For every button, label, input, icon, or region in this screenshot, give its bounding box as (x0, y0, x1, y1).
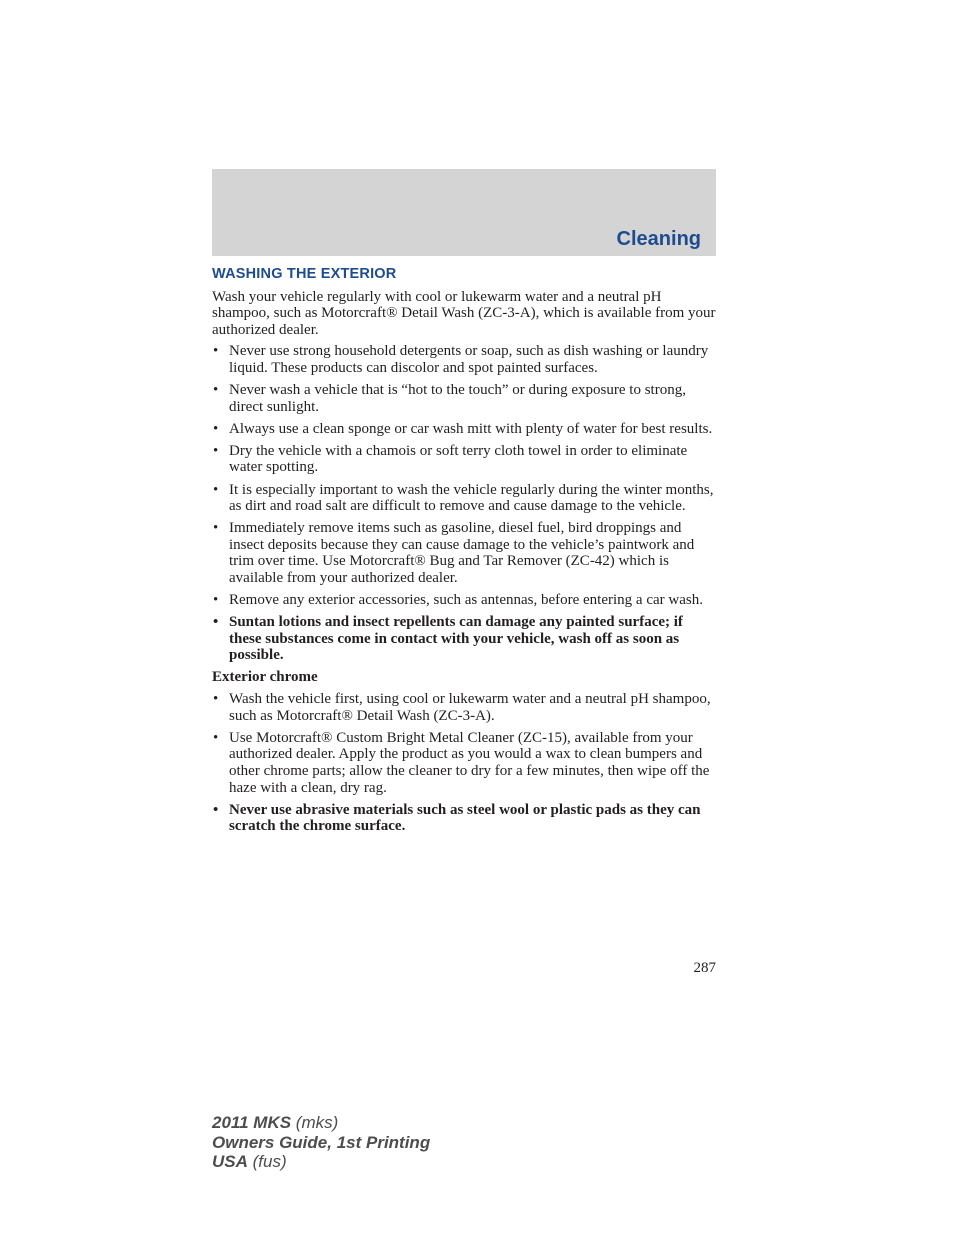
list-item (212, 691, 716, 724)
list-item (212, 421, 716, 438)
bullet-icon: • (213, 614, 219, 631)
warning-text: Suntan lotions and insect repellents can damage any painted surface; if these substances come in contact with your vehicle, wash off as soon as possible. (229, 614, 683, 664)
list-item-text: Wash the vehicle first, using cool or lukewarm water and a neutral pH shampoo, such as Motorcraft® Detail Wash (ZC-3-A). (229, 691, 711, 724)
bullet-icon: • (213, 481, 219, 498)
warning-text: Never use abrasive materials such as steel wool or plastic pads as they can scratch the chrome surface. (229, 801, 701, 835)
chrome-bullet-list (212, 691, 716, 835)
list-item-text: Immediately remove items such as gasoline, diesel fuel, bird droppings and insect deposits because they can cause damage to the vehicle’s paintwork and trim over time. Use Motorcraft® Bug and Tar Remover (ZC-42) which is available from your authorized dealer. (229, 520, 695, 586)
washing-bullet-list (212, 343, 716, 664)
footer-model-code: (mks) (291, 1113, 339, 1132)
footer-line-model (212, 1113, 430, 1133)
list-item-text: It is especially important to wash the vehicle regularly during the winter months, as dirt and road salt are difficult to remove and cause damage to the vehicle. (229, 481, 714, 515)
bullet-icon: • (213, 801, 219, 818)
bullet-icon: • (213, 691, 219, 708)
list-item (212, 343, 716, 376)
list-item (212, 382, 716, 415)
list-item (212, 520, 716, 586)
list-item-text: Dry the vehicle with a chamois or soft terry cloth towel in order to eliminate water spotting. (229, 442, 688, 476)
footer-line-edition (212, 1133, 430, 1153)
list-item (212, 482, 716, 515)
warning-list-item (212, 802, 716, 835)
list-item-text: Remove any exterior accessories, such as antennas, before entering a car wash. (229, 592, 703, 609)
bullet-icon: • (213, 520, 219, 537)
section-header-band (212, 169, 716, 256)
bullet-icon: • (213, 592, 219, 609)
chrome-subheading: Exterior chrome (212, 669, 318, 686)
list-item-text: Never wash a vehicle that is “hot to the touch” or during exposure to strong, direct sunlight. (229, 382, 686, 415)
list-item (212, 592, 716, 609)
bullet-icon: • (213, 729, 219, 746)
bullet-icon: • (213, 382, 219, 399)
list-item-text: Never use strong household detergents or soap, such as dish washing or laundry liquid. These products can discolor and spot painted surfaces. (229, 343, 709, 376)
warning-list-item (212, 614, 716, 664)
section-title: Cleaning (616, 228, 701, 250)
footer-region-code: (fus) (247, 1152, 287, 1171)
bullet-icon: • (213, 343, 219, 360)
footer-line-region (212, 1152, 430, 1172)
list-item-text: Always use a clean sponge or car wash mitt with plenty of water for best results. (229, 420, 713, 437)
intro-paragraph: Wash your vehicle regularly with cool or lukewarm water and a neutral pH shampoo, such as Motorcraft® Detail Wash (ZC-3-A), which is available from your authorized dealer. (212, 288, 716, 338)
bullet-icon: • (213, 420, 219, 437)
list-item (212, 730, 716, 796)
page-content (212, 266, 716, 840)
list-item-text: Use Motorcraft® Custom Bright Metal Cleaner (ZC-15), available from your authorized dealer. Apply the product as you would a wax to clean bumpers and other chrome parts; allow the cleaner to dry for a few minutes, then wipe off the haze with a clean, dry rag. (229, 729, 710, 796)
page-number: 287 (693, 960, 716, 976)
footer-model: 2011 MKS (212, 1113, 292, 1132)
footer-region: USA (212, 1152, 248, 1171)
document-footer (212, 1113, 430, 1172)
bullet-icon: • (213, 442, 219, 459)
section-heading: WASHING THE EXTERIOR (212, 266, 397, 282)
footer-edition: Owners Guide, 1st Printing (212, 1132, 431, 1152)
list-item (212, 443, 716, 476)
